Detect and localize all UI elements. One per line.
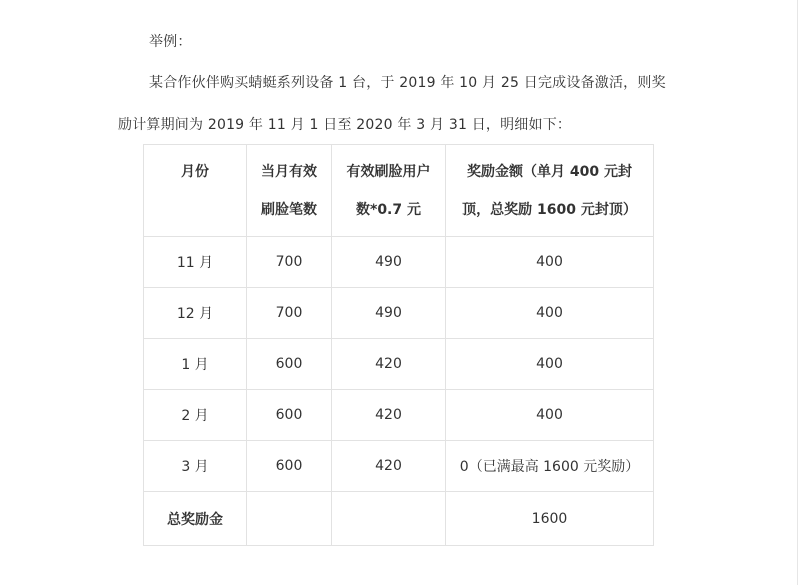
header-valid-users-line2: 数*0.7 元	[356, 202, 421, 218]
header-reward-line1: 奖励金额（单月 400 元封	[467, 164, 632, 180]
paragraph-line-1: 某合作伙伴购买蜻蜓系列设备 1 台，于 2019 年 10 月 25 日完成设备激活，则奖	[149, 75, 666, 91]
cell-count: 600	[247, 441, 332, 492]
cell-month: 2 月	[144, 390, 247, 441]
header-valid-count	[247, 145, 332, 237]
header-month	[144, 145, 247, 237]
header-valid-count-line2: 刷脸笔数	[261, 202, 317, 218]
table-row	[144, 441, 654, 492]
cell-users: 490	[332, 288, 446, 339]
example-label: 举例：	[149, 34, 192, 50]
cell-reward: 400	[446, 237, 654, 288]
cell-count: 600	[247, 339, 332, 390]
table-row	[144, 237, 654, 288]
table-row	[144, 339, 654, 390]
cell-users: 420	[332, 441, 446, 492]
header-valid-users-line1: 有效刷脸用户	[346, 164, 431, 180]
cell-reward: 0（已满最高 1600 元奖励）	[446, 441, 654, 492]
header-reward	[446, 145, 654, 237]
cell-month: 11 月	[144, 237, 247, 288]
header-reward-line2: 顶，总奖励 1600 元封顶）	[462, 202, 637, 218]
table-row	[144, 390, 654, 441]
cell-month: 3 月	[144, 441, 247, 492]
cell-users: 420	[332, 339, 446, 390]
cell-users: 420	[332, 390, 446, 441]
header-valid-count-line1: 当月有效	[261, 164, 317, 180]
header-month-line1: 月份	[181, 164, 209, 180]
cell-reward: 400	[446, 288, 654, 339]
reward-table	[143, 144, 654, 546]
cell-month: 1 月	[144, 339, 247, 390]
cell-count: 700	[247, 237, 332, 288]
total-users	[332, 492, 446, 546]
paragraph-line-2: 励计算期间为 2019 年 11 月 1 日至 2020 年 3 月 31 日，明细如下：	[118, 117, 572, 133]
cell-count: 600	[247, 390, 332, 441]
total-label: 总奖励金	[144, 492, 247, 546]
total-count	[247, 492, 332, 546]
cell-month: 12 月	[144, 288, 247, 339]
cell-reward: 400	[446, 339, 654, 390]
total-reward: 1600	[446, 492, 654, 546]
table-header-row	[144, 145, 654, 237]
table-total-row	[144, 492, 654, 546]
table-row	[144, 288, 654, 339]
cell-users: 490	[332, 237, 446, 288]
cell-reward: 400	[446, 390, 654, 441]
header-valid-users	[332, 145, 446, 237]
cell-count: 700	[247, 288, 332, 339]
